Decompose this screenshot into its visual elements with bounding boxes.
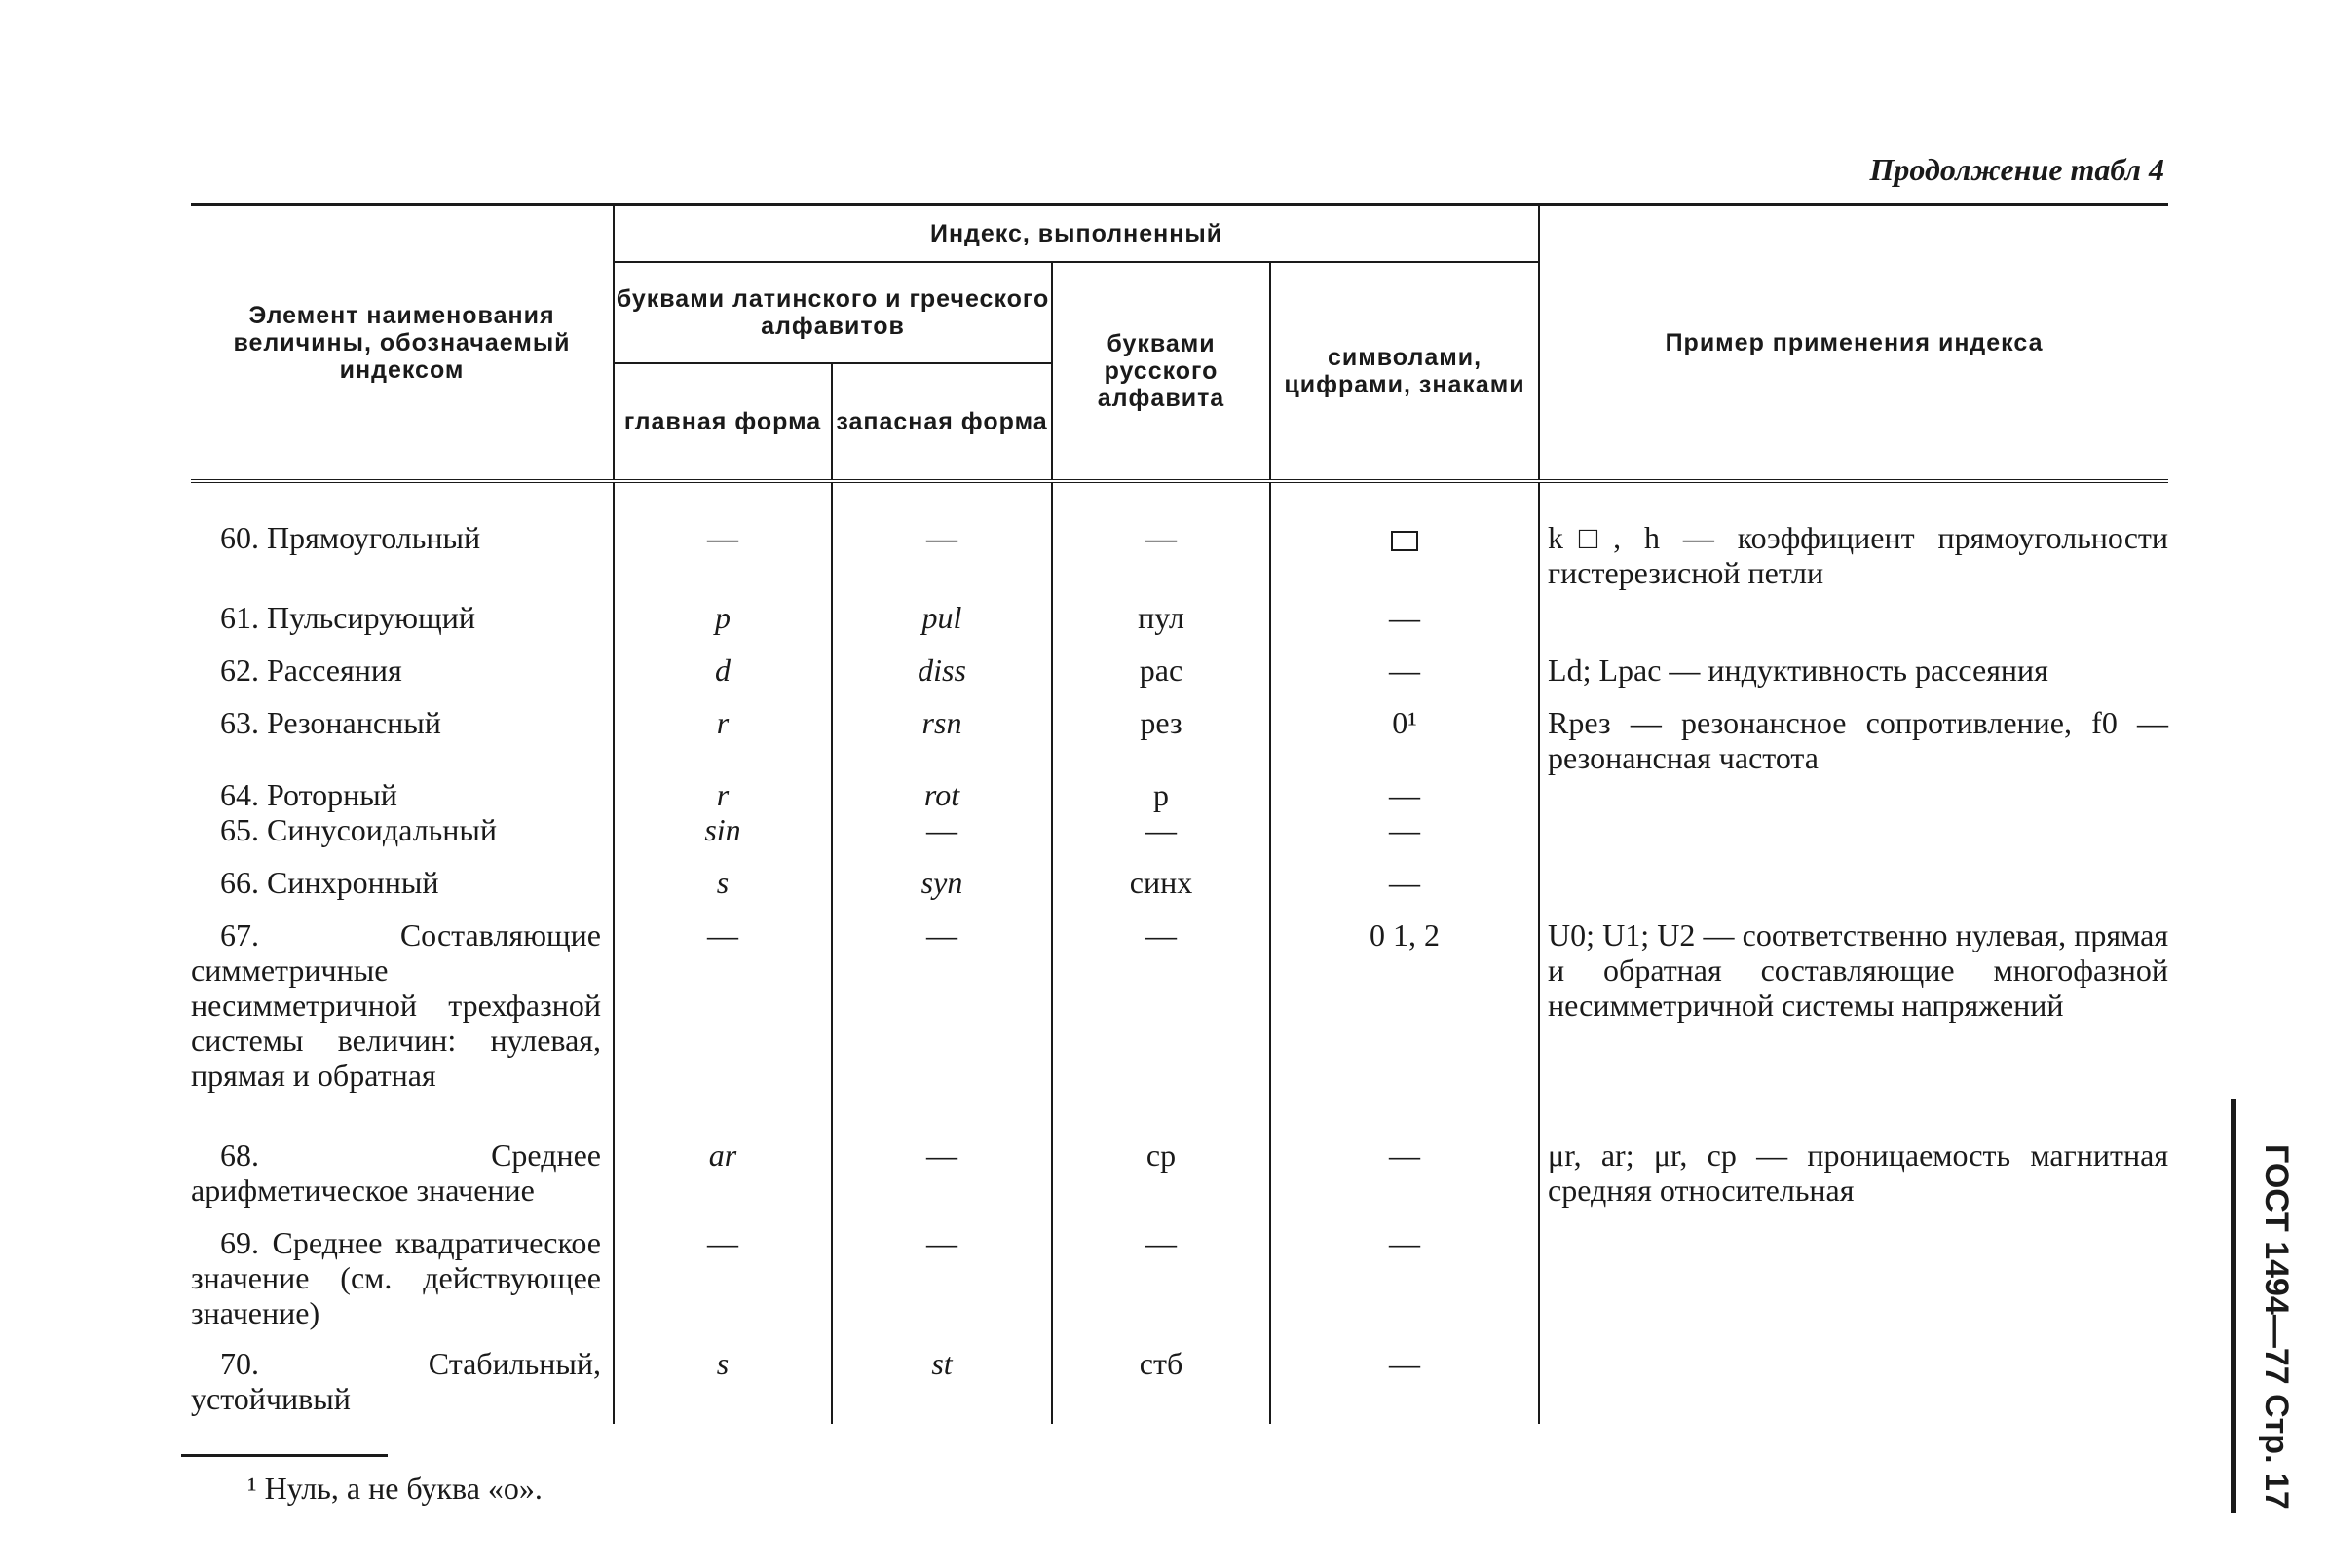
row-main-form: d	[614, 653, 832, 705]
row-russian: ср	[1052, 1138, 1270, 1225]
row-spare-form: rot	[832, 777, 1052, 812]
row-russian: —	[1052, 481, 1270, 600]
side-margin-rule	[2231, 1099, 2236, 1513]
header-main-form: главная форма	[614, 363, 832, 481]
table-row	[191, 1138, 2168, 1225]
rectangle-symbol-icon	[1391, 531, 1418, 551]
row-symbol: —	[1270, 1346, 1539, 1424]
row-symbol: —	[1270, 1138, 1539, 1225]
row-spare-form: pul	[832, 600, 1052, 653]
row-spare-form: —	[832, 917, 1052, 1138]
row-symbol	[1270, 481, 1539, 600]
row-symbol: —	[1270, 1225, 1539, 1346]
header-example: Пример применения индекса	[1539, 205, 2168, 481]
row-spare-form: —	[832, 481, 1052, 600]
page-heading: Продолжение табл 4	[1869, 152, 2164, 187]
table-row	[191, 600, 2168, 653]
header-element-name: Элемент наименования величины, обозначаемый индексом	[191, 205, 614, 481]
row-russian: —	[1052, 812, 1270, 865]
row-russian: стб	[1052, 1346, 1270, 1424]
footnote-divider	[181, 1454, 388, 1457]
row-main-form: s	[614, 865, 832, 917]
row-name: 70. Стабильный, устойчивый	[191, 1346, 601, 1416]
row-name: 61. Пульсирующий	[220, 600, 475, 635]
row-example	[1539, 777, 2168, 812]
row-main-form: ar	[614, 1138, 832, 1225]
row-example: μr, ar; μr, ср — проницаемость магнитная средняя относительная	[1539, 1138, 2168, 1225]
header-spare-form: запасная форма	[832, 363, 1052, 481]
header-latin-greek: буквами латинского и греческого алфавитов	[614, 262, 1052, 363]
row-main-form: r	[614, 777, 832, 812]
row-spare-form: rsn	[832, 705, 1052, 777]
row-main-form: sin	[614, 812, 832, 865]
row-symbol: —	[1270, 777, 1539, 812]
row-main-form: p	[614, 600, 832, 653]
table-row	[191, 917, 2168, 1138]
row-spare-form: syn	[832, 865, 1052, 917]
row-spare-form: —	[832, 1138, 1052, 1225]
row-main-form: —	[614, 917, 832, 1138]
row-russian: —	[1052, 917, 1270, 1138]
row-example: Ld; Lрас — индуктивность рассеяния	[1539, 653, 2168, 705]
table-row	[191, 1225, 2168, 1346]
row-example	[1539, 812, 2168, 865]
header-symbols: символами, цифрами, знаками	[1270, 262, 1539, 481]
row-main-form: s	[614, 1346, 832, 1424]
row-spare-form: —	[832, 1225, 1052, 1346]
header-row	[191, 205, 2168, 262]
row-symbol: 0 1, 2	[1270, 917, 1539, 1138]
row-name: 65. Синусоидальный	[220, 812, 497, 847]
row-name: 64. Роторный	[220, 777, 397, 812]
table-row	[191, 812, 2168, 865]
header-russian: буквами русского алфавита	[1052, 262, 1270, 481]
table-row	[191, 1346, 2168, 1424]
row-example: Rрез — резонансное сопротивление, f0 — резонансная частота	[1539, 705, 2168, 777]
row-main-form: —	[614, 481, 832, 600]
row-main-form: —	[614, 1225, 832, 1346]
row-example	[1539, 1225, 2168, 1346]
row-spare-form: —	[832, 812, 1052, 865]
row-russian: синх	[1052, 865, 1270, 917]
row-example	[1539, 600, 2168, 653]
row-russian: пул	[1052, 600, 1270, 653]
row-name: 67. Составляющие симметричные несимметричной трехфазной системы величин: нулевая, прямая и обратная	[191, 917, 601, 1093]
row-example: U0; U1; U2 — соответственно нулевая, прямая и обратная составляющие многофазной несимметричной системы напряжений	[1539, 917, 2168, 1138]
footnote: ¹ Нуль, а не буква «о».	[247, 1471, 543, 1506]
row-name: 66. Синхронный	[220, 865, 439, 900]
row-spare-form: st	[832, 1346, 1052, 1424]
row-example	[1539, 865, 2168, 917]
table-row	[191, 705, 2168, 777]
row-example	[1539, 1346, 2168, 1424]
row-example: k□, h — коэффициент прямоугольности гистерезисной петли	[1539, 481, 2168, 600]
row-name: 69. Среднее квадратическое значение (см. действующее значение)	[191, 1225, 601, 1330]
table-row	[191, 865, 2168, 917]
row-main-form: r	[614, 705, 832, 777]
row-russian: —	[1052, 1225, 1270, 1346]
table-row	[191, 481, 2168, 600]
row-russian: рас	[1052, 653, 1270, 705]
row-spare-form: diss	[832, 653, 1052, 705]
index-table	[191, 203, 2168, 1424]
row-name: 63. Резонансный	[220, 705, 441, 740]
row-russian: р	[1052, 777, 1270, 812]
row-name: 68. Среднее арифметическое значение	[191, 1138, 601, 1208]
row-symbol: 0¹	[1270, 705, 1539, 777]
row-symbol: —	[1270, 600, 1539, 653]
row-russian: рез	[1052, 705, 1270, 777]
row-symbol: —	[1270, 812, 1539, 865]
table-row	[191, 653, 2168, 705]
row-name: 60. Прямоугольный	[220, 520, 481, 555]
row-symbol: —	[1270, 865, 1539, 917]
side-page-label: ГОСТ 1494—77 Стр. 17	[2258, 1144, 2295, 1510]
row-symbol: —	[1270, 653, 1539, 705]
table-row	[191, 777, 2168, 812]
header-index-group: Индекс, выполненный	[614, 205, 1539, 262]
row-name: 62. Рассеяния	[220, 653, 402, 688]
